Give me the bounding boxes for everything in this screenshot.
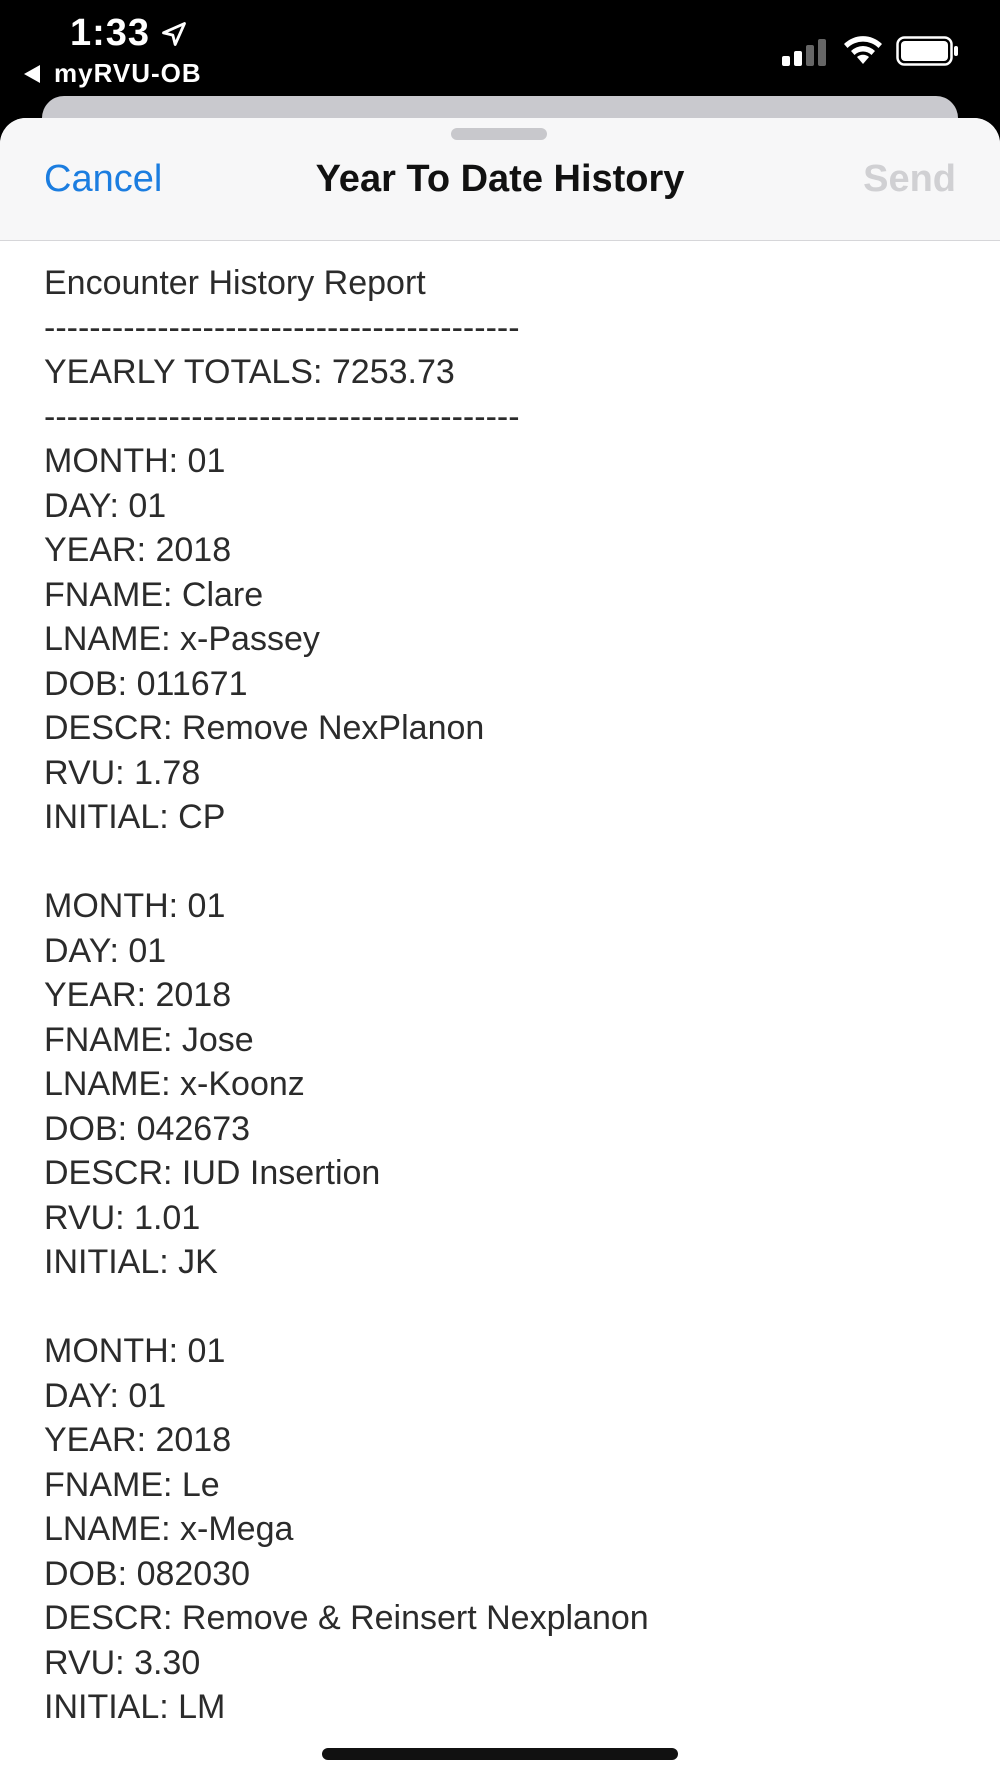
home-indicator[interactable] <box>322 1748 678 1760</box>
entry-descr: DESCR: Remove & Reinsert Nexplanon <box>44 1599 649 1637</box>
entry-day: DAY: 01 <box>44 1376 167 1415</box>
entry-rvu: RVU: 1.01 <box>44 1198 201 1237</box>
entry-year: YEAR: 2018 <box>44 531 232 569</box>
status-time: 1:33 <box>70 12 151 54</box>
back-app-label: myRVU-OB <box>54 58 202 88</box>
report-text <box>0 241 1000 1730</box>
divider: ------------------------------------------ <box>44 308 520 347</box>
yearly-totals: YEARLY TOTALS: 7253.73 <box>44 353 455 391</box>
entry-rvu: RVU: 3.30 <box>44 1643 201 1682</box>
entry-rvu: RVU: 1.78 <box>44 753 201 792</box>
entry-initial: INITIAL: CP <box>44 798 226 836</box>
entry-day: DAY: 01 <box>44 486 167 525</box>
entry-fname: FNAME: Jose <box>44 1020 254 1059</box>
encounter-entry <box>44 439 956 840</box>
report-title: Encounter History Report <box>44 264 426 302</box>
status-bar <box>0 0 1000 96</box>
cancel-button[interactable]: Cancel <box>44 158 163 200</box>
entry-dob: DOB: 042673 <box>44 1109 251 1148</box>
entry-year: YEAR: 2018 <box>44 1421 232 1459</box>
entry-dob: DOB: 082030 <box>44 1554 251 1593</box>
entry-month: MONTH: 01 <box>44 442 226 480</box>
entry-lname: LNAME: x-Koonz <box>44 1065 305 1103</box>
entry-lname: LNAME: x-Mega <box>44 1510 294 1548</box>
location-arrow-icon <box>160 20 188 48</box>
back-to-app-link[interactable] <box>24 58 202 89</box>
entry-initial: INITIAL: LM <box>44 1688 226 1726</box>
entry-dob: DOB: 011671 <box>44 664 248 703</box>
sheet-grabber[interactable] <box>451 128 547 140</box>
battery-icon <box>896 36 960 66</box>
entry-initial: INITIAL: JK <box>44 1243 218 1281</box>
signal-icon <box>782 38 828 66</box>
modal-sheet <box>0 118 1000 1778</box>
encounter-entry <box>44 884 956 1285</box>
entry-year: YEAR: 2018 <box>44 976 232 1014</box>
send-button[interactable]: Send <box>863 158 956 200</box>
entry-month: MONTH: 01 <box>44 887 226 925</box>
entry-month: MONTH: 01 <box>44 1332 226 1370</box>
entry-lname: LNAME: x-Passey <box>44 620 320 658</box>
wifi-icon <box>842 34 884 66</box>
encounter-entry <box>44 1329 956 1730</box>
entry-fname: FNAME: Clare <box>44 575 264 614</box>
entry-descr: DESCR: IUD Insertion <box>44 1154 381 1192</box>
entry-day: DAY: 01 <box>44 931 167 970</box>
divider: ------------------------------------------ <box>44 397 520 436</box>
back-arrow-icon <box>24 65 40 83</box>
entry-descr: DESCR: Remove NexPlanon <box>44 709 485 747</box>
page-title: Year To Date History <box>315 158 685 200</box>
navigation-bar <box>0 118 1000 241</box>
entry-fname: FNAME: Le <box>44 1465 220 1504</box>
